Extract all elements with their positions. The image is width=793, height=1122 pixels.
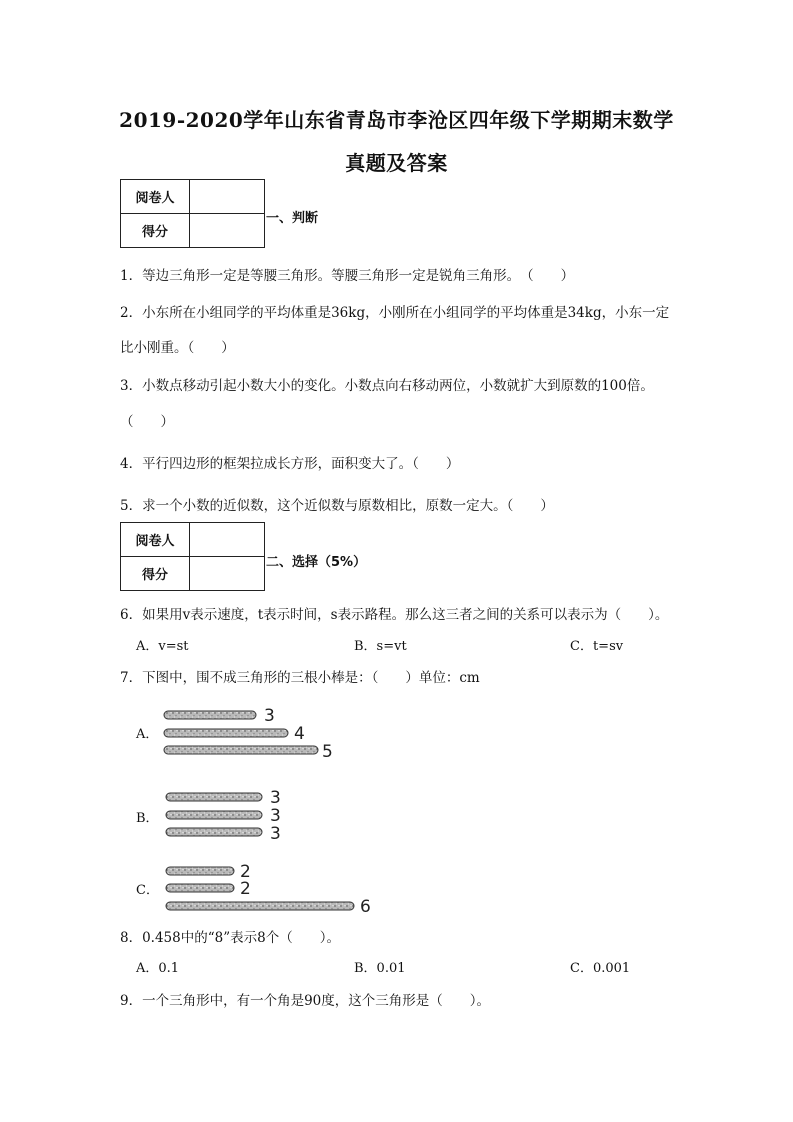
- score-box: [190, 214, 265, 248]
- stick-diagram-c: [160, 857, 380, 919]
- question-1: 1．等边三角形一定是等腰三角形。等腰三角形一定是锐角三角形。 （ ）: [120, 268, 575, 284]
- document-title-line1: 2019-2020学年山东省青岛市李沧区四年级下学期期末数学: [119, 108, 674, 132]
- question-2-line2: 比小刚重。（ ）: [120, 340, 235, 356]
- question-4: 4．平行四边形的框架拉成长方形，面积变大了。（ ）: [120, 456, 460, 472]
- stick-3cm: [166, 793, 262, 801]
- document-title-line2: 真题及答案: [345, 151, 448, 175]
- score-box: [190, 557, 265, 591]
- question-7-option-c-label: C．: [136, 883, 159, 898]
- stick-2cm: [166, 884, 234, 892]
- stick-2cm: [166, 867, 234, 875]
- stick-diagram-a: [160, 700, 340, 762]
- stick-length-label: 2: [240, 879, 251, 899]
- question-7-option-b-label: B．: [136, 811, 159, 826]
- stick-length-label: 4: [294, 724, 305, 744]
- stick-5cm: [164, 746, 318, 754]
- reviewer-box: [190, 523, 265, 557]
- question-8-option-b: B．0.01: [354, 961, 406, 976]
- score-table-1: [120, 179, 265, 248]
- stick-3cm: [166, 828, 262, 836]
- stick-length-label: 3: [270, 824, 281, 844]
- question-6-stem: 6．如果用v表示速度，t表示时间，s表示路程。那么这三者之间的关系可以表示为（ ）。: [120, 607, 669, 623]
- question-7-stem: 7．下图中，围不成三角形的三根小棒是：（ ）单位：cm: [120, 670, 480, 686]
- stick-3cm: [164, 711, 256, 719]
- question-5: 5．求一个小数的近似数，这个近似数与原数相比，原数一定大。（ ）: [120, 498, 554, 514]
- reviewer-label: 阅卷人: [121, 523, 190, 557]
- question-6-option-c: C．t=sv: [570, 639, 624, 654]
- question-6-option-b: B．s=vt: [354, 639, 407, 654]
- stick-length-label: 6: [360, 897, 371, 917]
- question-8-option-c: C．0.001: [570, 961, 631, 976]
- section1-heading: 一、判断: [266, 211, 319, 226]
- stick-length-label: 3: [270, 788, 281, 808]
- question-3-line2: （ ）: [120, 414, 174, 430]
- question-6-option-a: A．v=st: [136, 639, 189, 654]
- question-8-option-a: A．0.1: [136, 961, 180, 976]
- stick-length-label: 3: [264, 706, 275, 726]
- stick-length-label: 5: [322, 742, 333, 762]
- score-label: 得分: [121, 557, 190, 591]
- stick-3cm: [166, 811, 262, 819]
- stick-diagram-b: [160, 784, 300, 846]
- question-8-stem: 8．0.458中的“8”表示8个（ ）。: [120, 930, 340, 946]
- stick-6cm: [166, 902, 354, 910]
- stick-length-label: 3: [270, 806, 281, 826]
- score-label: 得分: [121, 214, 190, 248]
- question-7-option-a-label: A．: [136, 727, 159, 742]
- reviewer-box: [190, 180, 265, 214]
- question-9: 9．一个三角形中，有一个角是90度，这个三角形是（ ）。: [120, 993, 491, 1009]
- score-table-2: [120, 522, 265, 591]
- question-2-line1: 2．小东所在小组同学的平均体重是36kg，小刚所在小组同学的平均体重是34kg，小东一定: [120, 305, 670, 321]
- section2-heading: 二、选择（5%）: [266, 555, 367, 570]
- stick-length-label: 2: [240, 862, 251, 882]
- stick-4cm: [164, 729, 288, 737]
- question-3-line1: 3．小数点移动引起小数大小的变化。小数点向右移动两位，小数就扩大到原数的100倍。: [120, 378, 654, 394]
- reviewer-label: 阅卷人: [121, 180, 190, 214]
